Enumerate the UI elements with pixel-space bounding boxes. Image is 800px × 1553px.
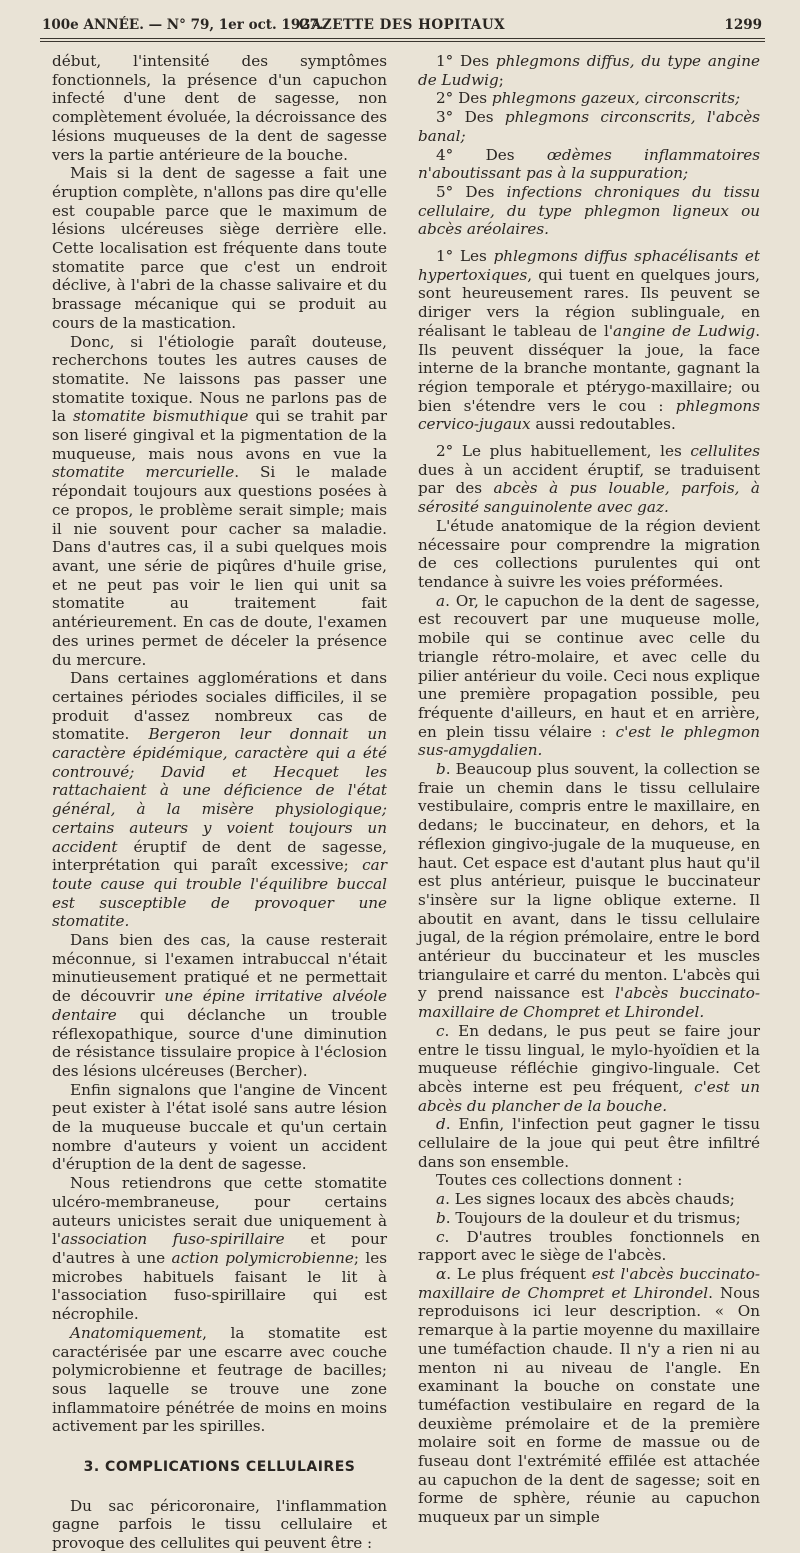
paragraph: L'étude anatomique de la région devient nécessaire pour comprendre la migration de ces collections purulentes qui ont tendance à suivre les voies préformées. bbox=[418, 516, 760, 591]
list-item: 4° Des œdèmes inflammatoires n'aboutissant pas à la suppuration; bbox=[418, 145, 760, 183]
paragraph: Mais si la dent de sagesse a fait une éruption complète, n'allons pas dire qu'elle est coupable parce que le maximum de lésions ulcéreuses siège derrière elle. Cette localisation est fréquente dans toute stomatite parce que c'est un endroit déclive, à l'abri de la chasse salivaire et du brassage mécanique qui se produit au cours de la mastication. bbox=[52, 164, 387, 332]
paragraph: Enfin signalons que l'angine de Vincent peut exister à l'état isolé sans autre lésion de la muqueuse buccale et qu'un certain nombre d'auteurs y voient un accident d'éruption de la dent de sagesse. bbox=[52, 1080, 387, 1174]
right-column bbox=[418, 52, 761, 1527]
page-number: 1299 bbox=[724, 17, 762, 33]
list-item: a. Les signes locaux des abcès chauds; bbox=[436, 1190, 735, 1209]
paragraph: 1° Les phlegmons diffus sphacélisants et hypertoxiques, qui tuent en quelques jours, sont heureusement rares. Ils peuvent se diriger vers la région sublinguale, en réalisant le tableau de l'angine de Ludwig. Ils peuvent disséquer la joue, la face interne de la branche montante, gagnant la région temporale et ptérygo-maxillaire; ou bien s'étendre vers le cou : phlegmons cervico-jugaux aussi redoutables. bbox=[418, 247, 761, 434]
paragraph: Toutes ces collections donnent : bbox=[436, 1171, 683, 1190]
paragraph: Dans bien des cas, la cause resterait méconnue, si l'examen intrabuccal n'était minutieusement pratiqué et ne permettait de découvrir une épine irritative alvéole dentaire qui déclanche un trouble réflexopathique, source d'une diminution de résistance tissulaire propice à l'éclosion des lésions ulcéreuses (Bercher). bbox=[52, 931, 387, 1080]
paragraph: b. Beaucoup plus souvent, la collection se fraie un chemin dans le tissu cellulaire vestibulaire, compris entre le maxillaire, en dedans; le buccinateur, en dehors, et la réflexion gingivo-jugale de la muqueuse, en haut. Cet espace est d'autant plus haut qu'il est plus antérieur, puisque le buccinateur s'insère sur la ligne oblique externe. Il aboutit en avant, dans le tissu cellulaire jugal, de la région prémolaire, entre le bord antérieur du buccinateur et les muscles triangulaire et carré du menton. L'abcès qui y prend naissance est l'abcès buccinato-maxillaire de Chompret et Lhirondel. bbox=[418, 760, 760, 1022]
paragraph: d. Enfin, l'infection peut gagner le tissu cellulaire de la joue qui peut être infiltré dans son ensemble. bbox=[418, 1115, 760, 1171]
list-item: 3° Des phlegmons circonscrits, l'abcès banal; bbox=[418, 108, 761, 145]
list-item: 5° Des infections chroniques du tissu cellulaire, du type phlegmon ligneux ou abcès aréolaires. bbox=[418, 182, 760, 239]
paragraph: c. En dedans, le pus peut se faire jour entre le tissu lingual, le mylo-hyoïdien et la muqueuse réfléchie gingivo-linguale. Cet abcès interne est peu fréquent, c'est un abcès du plancher de la bouche. bbox=[418, 1021, 760, 1115]
left-column bbox=[52, 52, 388, 1553]
journal-title: GAZETTE DES HOPITAUX bbox=[298, 17, 506, 33]
list-item: 1° Des phlegmons diffus, du type angine de Ludwig; bbox=[418, 52, 761, 89]
list-item: 2° Des phlegmons gazeux, circonscrits; bbox=[436, 89, 741, 108]
paragraph: Donc, si l'étiologie paraît douteuse, recherchons toutes les autres causes de stomatite. Ne laissons pas passer une stomatite toxique. Nous ne parlons pas de la stomatite bismuthique qui se trahit par son liseré gingival et la pigmentation de la muqueuse, mais nous avons en vue la stomatite mercurielle. Si le malade répondait toujours aux questions posées à ce propos, le problème serait simple; mais il nie souvent pour cacher sa maladie. Dans d'autres cas, il a subi quelques mois avant, une série de piqûres d'huile grise, et ne peut pas voir le lien qui unit sa stomatite au traitement fait antérieurement. En cas de doute, l'examen des urines permet de déceler la présence du mercure. bbox=[52, 332, 387, 669]
list-item: c. D'autres troubles fonctionnels en rapport avec le siège de l'abcès. bbox=[418, 1227, 760, 1265]
paragraph: Nous retiendrons que cette stomatite ulcéro-membraneuse, pour certains auteurs unicistes serait due uniquement à l'association fuso-spirillaire et pour d'autres à une action polymicrobienne; les microbes habituels faisant le lit à l'association fuso-spirillaire qui est nécrophile. bbox=[52, 1174, 388, 1324]
issue-info: 100e ANNÉE. — N° 79, 1er oct. 1927. bbox=[42, 17, 324, 33]
paragraph: a. Or, le capuchon de la dent de sagesse, est recouvert par une muqueuse molle, mobile qui se continue avec celle du triangle rétro-molaire, et avec celle du pilier antérieur du voile. Ceci nous explique une première propagation possible, peu fréquente d'ailleurs, en haut et en arrière, en plein tissu vélaire : c'est le phlegmon sus-amygdalien. bbox=[418, 591, 760, 760]
paragraph: Du sac péricoronaire, l'inflammation gagne parfois le tissu cellulaire et provoque des cellulites qui peuvent être : bbox=[52, 1496, 387, 1553]
section-heading: 3. COMPLICATIONS CELLULAIRES bbox=[83, 1459, 356, 1476]
paragraph: α. Le plus fréquent est l'abcès buccinato-maxillaire de Chompret et Lhirondel. Nous reproduisons ici leur description. « On remarque à la partie moyenne du maxillaire une tuméfaction chaude. Il n'y a rien ni au menton ni au niveau de l'angle. En examinant la bouche on constate une tuméfaction vestibulaire en regard de la deuxième prémolaire et de la première molaire soit en forme de massue ou de fuseau dont l'extrémité effilée est attachée au capuchon de la dent de sagesse; soit en forme de sphère, réunie au capuchon muqueux par un simple bbox=[418, 1265, 760, 1527]
paragraph: Dans certaines agglomérations et dans certaines périodes sociales difficiles, il se produit d'assez nombreux cas de stomatite. Bergeron leur donnait un caractère épidémique, caractère qui a été controuvé; David et Hecquet les rattachaient à une déficience de l'état général, à la misère physiologique; certains auteurs y voient toujours un accident éruptif de dent de sagesse, interprétation qui paraît excessive; car toute cause qui trouble l'équilibre buccal est susceptible de provoquer une stomatite. bbox=[52, 669, 387, 931]
header-rule-top bbox=[40, 38, 765, 39]
paragraph: 2° Le plus habituellement, les cellulites dues à un accident éruptif, se traduisent par des abcès à pus louable, parfois, à sérosité sanguinolente avec gaz. bbox=[418, 442, 760, 517]
paragraph: Anatomiquement, la stomatite est caractérisée par une escarre avec couche polymicrobienne et feutrage de bacilles; sous laquelle se trouve une zone inflammatoire pénétrée de moins en moins activement par les spirilles. bbox=[52, 1323, 387, 1436]
running-header bbox=[42, 14, 762, 36]
paragraph: début, l'intensité des symptômes fonctionnels, la présence d'un capuchon infecté d'une dent de sagesse, non complètement évoluée, la décroissance des lésions muqueuses de la dent de sagesse vers la partie antérieure de la bouche. bbox=[52, 52, 387, 164]
header-rule-bottom bbox=[40, 41, 765, 42]
list-item: b. Toujours de la douleur et du trismus; bbox=[436, 1208, 741, 1227]
